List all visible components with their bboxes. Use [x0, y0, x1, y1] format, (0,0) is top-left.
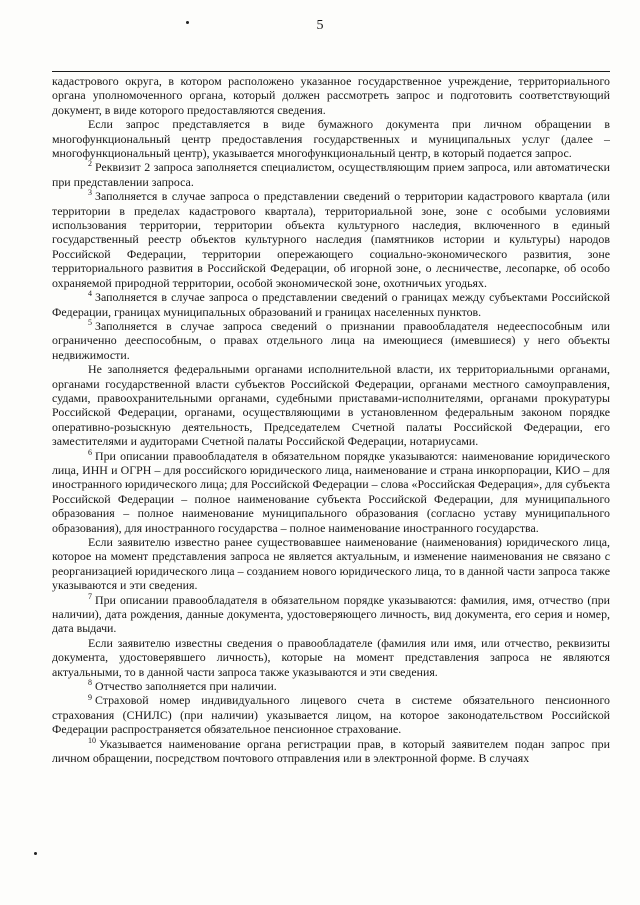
footnote-marker: 2	[88, 159, 92, 169]
paragraph	[52, 319, 610, 362]
footnote-marker: 7	[88, 591, 92, 601]
paragraph	[52, 593, 610, 636]
scan-speck	[34, 852, 37, 855]
document-body	[52, 74, 610, 766]
paragraph	[52, 189, 610, 290]
paragraph	[52, 290, 610, 319]
header-rule	[52, 71, 610, 72]
paragraph	[52, 679, 610, 693]
footnote-marker: 9	[88, 692, 92, 702]
paragraph	[52, 362, 610, 448]
paragraph	[52, 117, 610, 160]
paragraph-text: Реквизит 2 запроса заполняется специалистом, осуществляющим прием запроса, или автоматически при представлении запроса.	[52, 160, 610, 189]
paragraph-text: Заполняется в случае запроса сведений о признании правообладателя недееспособным или ограниченно дееспособным, о правах отдельного лица на имеющиеся (имевшиеся) у него объекты недвижимости.	[52, 318, 610, 362]
paragraph-text: Указывается наименование органа регистрации прав, в который заявителем подан запрос при личном обращении, посредством почтового отправления или в электронной форме. В случаях	[52, 736, 610, 766]
paragraph	[52, 449, 610, 535]
paragraph-text: Если запрос представляется в виде бумажного документа при личном обращении в многофункциональный центр предоставления государственных и муниципальных услуг (далее – многофункциональный центр), указывается многофункциональный центр, в который подается запрос.	[52, 117, 610, 161]
paragraph	[52, 636, 610, 679]
paragraph-text: При описании правообладателя в обязательном порядке указываются: наименование юридического лица, ИНН и ОГРН – для российского юридического лица, наименование и страна инкорпорации, КИО – для иностранного юридического лица; для Российской Федерации – слова «Российская Федерация», для субъекта Российской Федерации – полное наименование субъекта Российской Федерации, для муниципального образования – полное наименование муниципального образования (согласно уставу муниципального образования), для иностранного государства – полное наименование иностранного государства.	[52, 448, 610, 535]
paragraph-text: Не заполняется федеральными органами исполнительной власти, их территориальными органами, органами государственной власти субъектов Российской Федерации, органами местного самоуправления, судами, правоохранительными органами, судебными приставами-исполнителями, органами прокуратуры Российской Федерации, органами, осуществляющими в установленном федеральным законом порядке оперативно-розыскную деятельность, Председателем Счетной палаты Российской Федерации, его заместителями и аудиторами Счетной палаты Российской Федерации, нотариусами.	[52, 362, 610, 449]
paragraph	[52, 160, 610, 189]
scan-speck	[186, 21, 189, 24]
paragraph-text: Страховой номер индивидуального лицевого счета в системе обязательного пенсионного страхования (СНИЛС) (при наличии) указывается лицом, на которое законодательством Российской Федерации распространяется обязательное пенсионное страхование.	[52, 693, 610, 737]
paragraph-text: кадастрового округа, в котором расположено указанное государственное учреждение, территориального органа уполномоченного органа, который должен рассмотреть запрос и подготовить соответствующий документ, в виде которого предоставляются сведения.	[52, 74, 610, 117]
paragraph-text: Если заявителю известны сведения о правообладателе (фамилия или имя, или отчество, реквизиты документа, удостоверявшего личность), которые на момент представления запроса не являются актуальными, то в данной части запроса также указываются и эти сведения.	[52, 635, 610, 679]
paragraph-text: При описании правообладателя в обязательном порядке указываются: фамилия, имя, отчество (при наличии), дата рождения, данные документа, удостоверяющего личность, вид документа, его серия и номер, дата выдачи.	[52, 592, 610, 636]
paragraph-text: Заполняется в случае запроса о представлении сведений о территории кадастрового квартала (или территории в пределах кадастрового квартала), территориальной зоне, зоне с особыми условиями использования территории, территории объекта культурного наследия, включенного в единый государственный реестр объектов культурного наследия (памятников истории и культуры) народов Российской Федерации, территории опережающего социально-экономического развития, зоне территориального развития в Российской Федерации, об игорной зоне, о лесничестве, лесопарке, об особо охраняемой природной территории, особой экономической зоне, охотничьих угодьях.	[52, 189, 610, 290]
footnote-marker: 5	[88, 317, 92, 327]
paragraph-text: Отчество заполняется при наличии.	[95, 679, 277, 694]
paragraph-text: Заполняется в случае запроса о представлении сведений о границах между субъектами Российской Федерации, границах муниципальных образований и границах населенных пунктов.	[52, 290, 610, 319]
page-number: 5	[316, 18, 324, 33]
paragraph	[52, 693, 610, 736]
paragraph	[52, 74, 610, 117]
footnote-marker: 3	[88, 188, 92, 198]
paragraph	[52, 535, 610, 593]
footnote-marker: 6	[88, 447, 92, 457]
footnote-marker: 8	[88, 678, 92, 688]
footnote-marker: 4	[88, 289, 92, 299]
footnote-marker: 10	[88, 735, 96, 745]
paragraph	[52, 737, 610, 766]
paragraph-text: Если заявителю известно ранее существовавшее наименование (наименования) юридического лица, которое на момент представления запроса не является актуальным, и изменение наименования не связано с реорганизацией юридического лица – созданием нового юридического лица, то в данной части запроса также указываются и эти сведения.	[52, 535, 610, 593]
